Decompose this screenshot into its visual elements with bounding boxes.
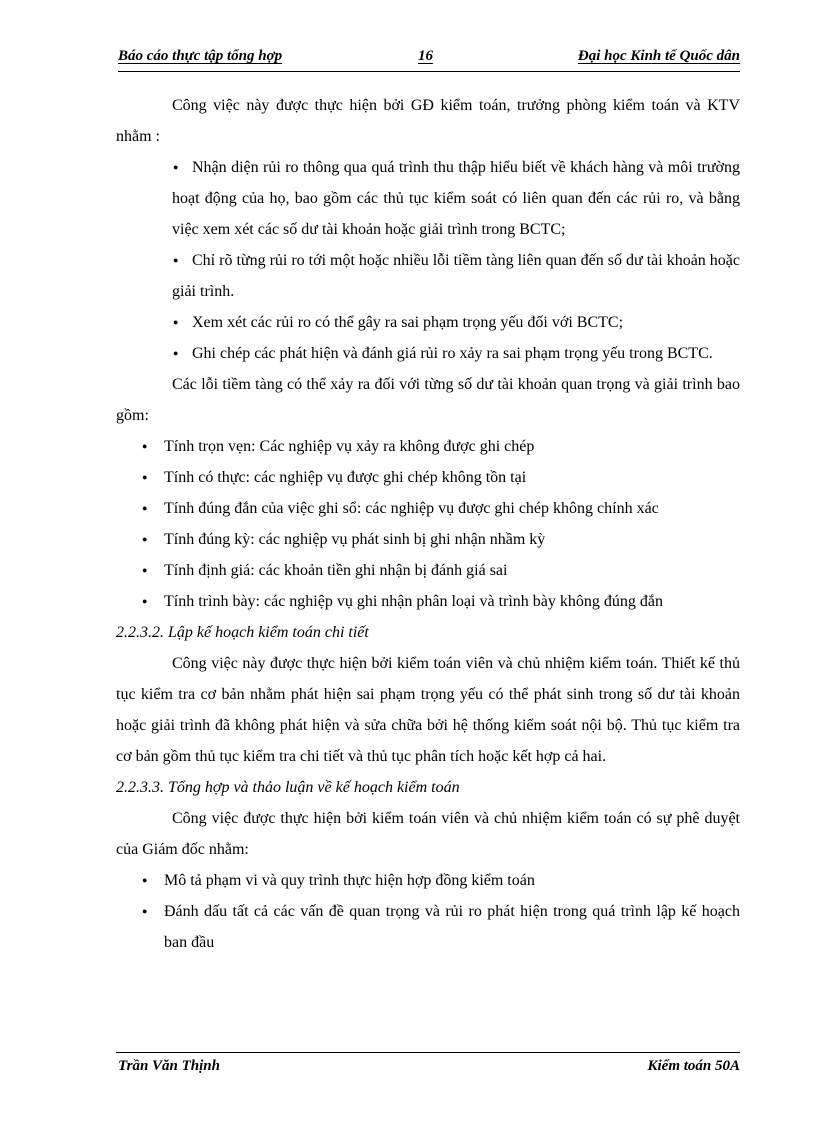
section-heading: 2.2.3.2. Lập kế hoạch kiểm toán chi tiết bbox=[116, 624, 369, 641]
page-body bbox=[116, 90, 740, 958]
footer-class: Kiểm toán 50A bbox=[647, 1058, 740, 1074]
list-item: ● Tính có thực: các nghiệp vụ được ghi chép không tồn tại bbox=[116, 462, 740, 493]
paragraph: Các lỗi tiềm tàng có thể xảy ra đối với từng số dư tài khoản quan trọng và giải trình bao gồm: bbox=[116, 376, 740, 424]
list-item: ● Chỉ rõ từng rủi ro tới một hoặc nhiều lỗi tiềm tàng liên quan đến số dư tài khoản hoặc giải trình. bbox=[116, 245, 740, 307]
list-item: ● Mô tả phạm vi và quy trình thực hiện hợp đồng kiểm toán bbox=[116, 865, 740, 896]
list-item: ● Tính đúng đắn của việc ghi sổ: các nghiệp vụ được ghi chép không chính xác bbox=[116, 493, 740, 524]
section-heading: 2.2.3.3. Tổng hợp và thảo luận về kế hoạch kiểm toán bbox=[116, 779, 460, 796]
page-header bbox=[118, 48, 740, 68]
paragraph: Công việc này được thực hiện bởi kiểm toán viên và chủ nhiệm kiểm toán. Thiết kế thủ tục kiểm tra cơ bản nhằm phát hiện sai phạm trọng yếu có thể phát sinh trong số dư tài khoản hoặc giải trình đã không phát hiện và sửa chữa bởi hệ thống kiểm soát nội bộ. Thủ tục kiểm tra cơ bản gồm thủ tục kiểm tra chi tiết và thủ tục phân tích hoặc kết hợp cả hai. bbox=[116, 655, 740, 765]
footer-divider bbox=[116, 1052, 740, 1053]
list-item: ● Tính định giá: các khoản tiền ghi nhận bị đánh giá sai bbox=[116, 555, 740, 586]
paragraph: Công việc này được thực hiện bởi GĐ kiểm toán, trưởng phòng kiểm toán và KTV nhằm : bbox=[116, 97, 740, 145]
header-page-number: 16 bbox=[418, 48, 433, 64]
page-footer bbox=[118, 1058, 740, 1078]
list-item: ● Tính đúng kỳ: các nghiệp vụ phát sinh bị ghi nhận nhầm kỳ bbox=[116, 524, 740, 555]
paragraph: Công việc được thực hiện bởi kiểm toán viên và chủ nhiệm kiểm toán có sự phê duyệt của Giám đốc nhằm: bbox=[116, 810, 740, 858]
header-divider bbox=[118, 71, 740, 72]
list-item: ● Ghi chép các phát hiện và đánh giá rủi ro xảy ra sai phạm trọng yếu trong BCTC. bbox=[116, 338, 740, 369]
header-university: Đại học Kinh tế Quốc dân bbox=[577, 48, 740, 64]
list-item: ● Tính trình bày: các nghiệp vụ ghi nhận phân loại và trình bày không đúng đắn bbox=[116, 586, 740, 617]
list-item: ● Xem xét các rủi ro có thể gây ra sai phạm trọng yếu đối với BCTC; bbox=[116, 307, 740, 338]
footer-author: Trần Văn Thịnh bbox=[118, 1058, 220, 1074]
list-item: ● Tính trọn vẹn: Các nghiệp vụ xảy ra không được ghi chép bbox=[116, 431, 740, 462]
list-item: ● Đánh dấu tất cả các vấn đề quan trọng và rủi ro phát hiện trong quá trình lập kế hoạch ban đầu bbox=[116, 896, 740, 958]
header-report-title: Báo cáo thực tập tổng hợp bbox=[118, 48, 283, 64]
list-item: ● Nhận diện rủi ro thông qua quá trình thu thập hiểu biết về khách hàng và môi trường hoạt động của họ, bao gồm các thủ tục kiểm soát có liên quan đến các rủi ro, và bằng việc xem xét các số dư tài khoản hoặc giải trình trong BCTC; bbox=[116, 152, 740, 245]
